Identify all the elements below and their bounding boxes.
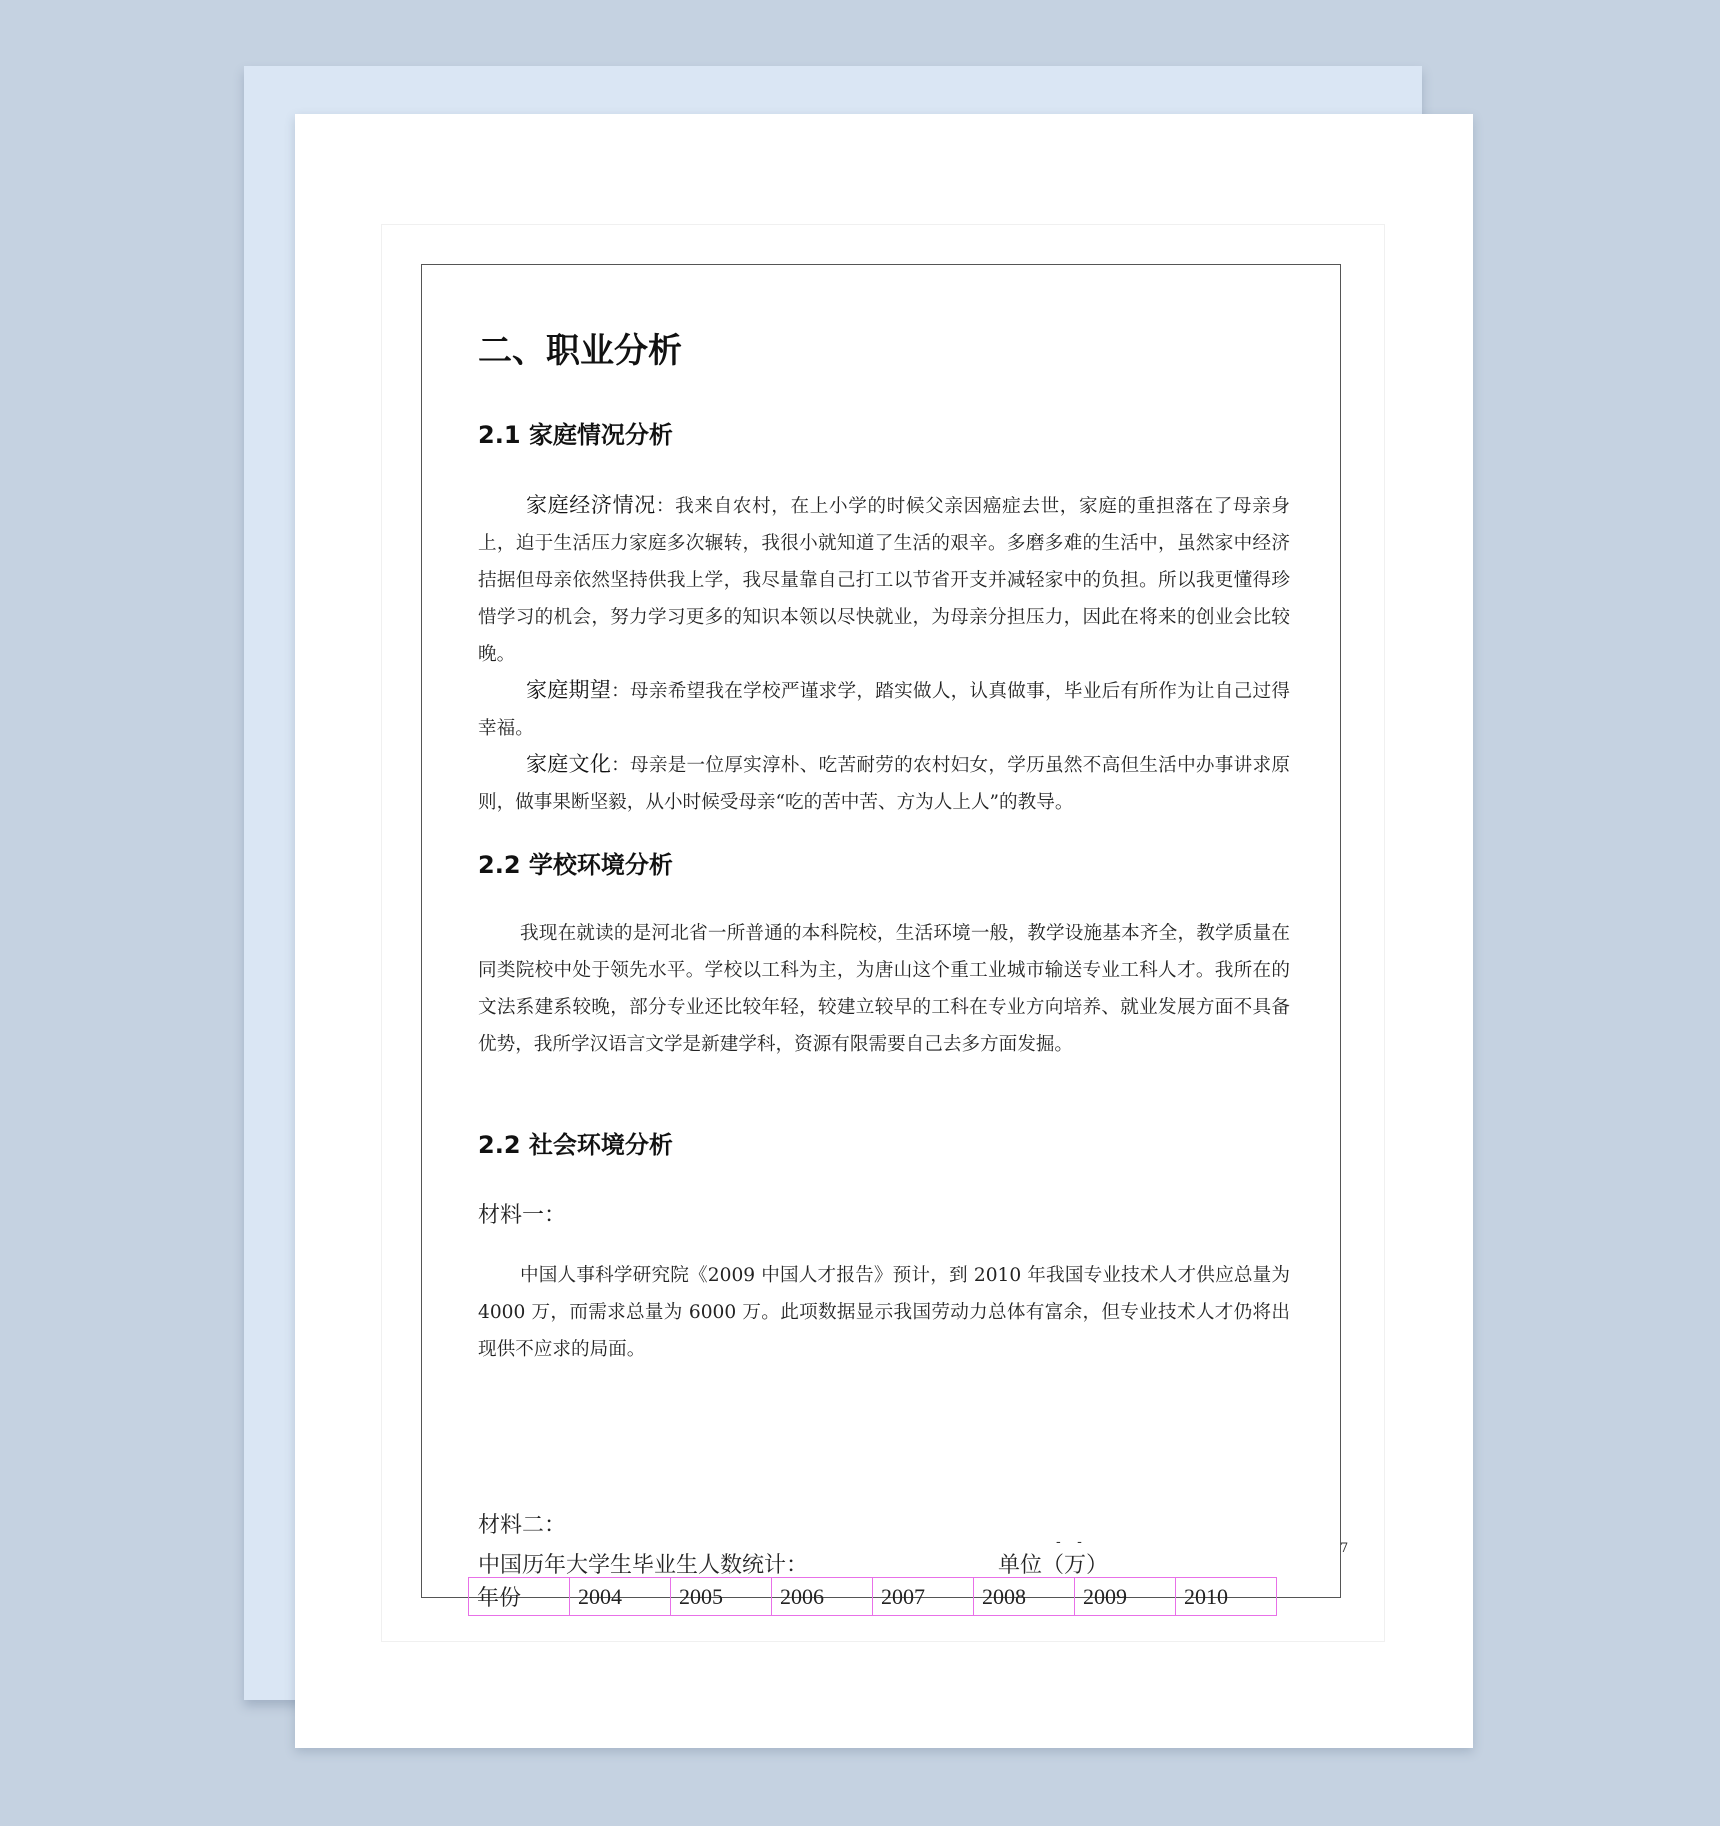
document-page [295,114,1473,1748]
page-title: 二、职业分析 [478,331,682,371]
text-family-economy: ：我来自农村，在上小学的时候父亲因癌症去世，家庭的重担落在了母亲身上，迫于生活压力家庭多次辗转，我很小就知道了生活的艰辛。多磨多难的生活中，虽然家中经济拮据但母亲依然坚持供我上学，我尽量靠自己打工以节省开支并减轻家中的负担。所以我更懂得珍惜学习的机会，努力学习更多的知识本领以尽快就业，为母亲分担压力，因此在将来的创业会比较晚。 [478,496,1290,665]
table-cell-header: 年份 [469,1578,570,1616]
table-cell: 2004 [570,1578,671,1616]
table-cell: 2007 [873,1578,974,1616]
table-cell: 2010 [1176,1578,1277,1616]
table-row [469,1578,1277,1616]
table-cell: 2009 [1075,1578,1176,1616]
section-heading-school: 2.2 学校环境分析 [478,851,673,879]
table-cell: 2006 [772,1578,873,1616]
label-family-expectation: 家庭期望 [526,678,612,702]
table-cell: 2008 [974,1578,1075,1616]
paragraph-family-economy [478,487,1290,673]
label-family-culture: 家庭文化 [526,752,612,776]
graduates-table [468,1577,1277,1616]
statistics-title: 中国历年大学生毕业生人数统计： [478,1553,809,1578]
material-one-label: 材料一： [478,1203,567,1228]
material-two-label: 材料二： [478,1513,567,1538]
table-cell: 2005 [671,1578,772,1616]
paragraph-family-expectation [478,672,1290,747]
statistics-unit: 单位（万） [998,1553,1109,1578]
section-heading-society: 2.2 社会环境分析 [478,1131,673,1159]
paragraph-family-culture [478,746,1290,821]
page-number: 7 [1340,1541,1349,1556]
document-frame [421,264,1349,1610]
paragraph-material-one: 中国人事科学研究院《2009 中国人才报告》预计，到 2010 年我国专业技术人才供应总量为 4000 万，而需求总量为 6000 万。此项数据显示我国劳动力总体有富余，但专业技术人才仍将出现供不应求的局面。 [478,1265,1290,1360]
text-family-expectation: ：母亲希望我在学校严谨求学，踏实做人，认真做事，毕业后有所作为让自己过得幸福。 [478,681,1290,739]
statistics-caption [478,1548,1290,1579]
paragraph-school-environment: 我现在就读的是河北省一所普通的本科院校，生活环境一般，教学设施基本齐全，教学质量在同类院校中处于领先水平。学校以工科为主，为唐山这个重工业城市输送专业工科人才。我所在的文法系建系较晚，部分专业还比较年轻，较建立较早的工科在专业方向培养、就业发展方面不具备优势，我所学汉语言文学是新建学科，资源有限需要自己去多方面发掘。 [478,923,1290,1055]
text-family-culture: ：母亲是一位厚实淳朴、吃苦耐劳的农村妇女，学历虽然不高但生活中办事讲求原则，做事果断坚毅，从小时候受母亲“吃的苦中苦、方为人上人”的教导。 [478,755,1290,813]
label-family-economy: 家庭经济情况 [526,493,656,517]
section-heading-family: 2.1 家庭情况分析 [478,421,673,449]
footer-dash: - - [1056,1534,1088,1550]
